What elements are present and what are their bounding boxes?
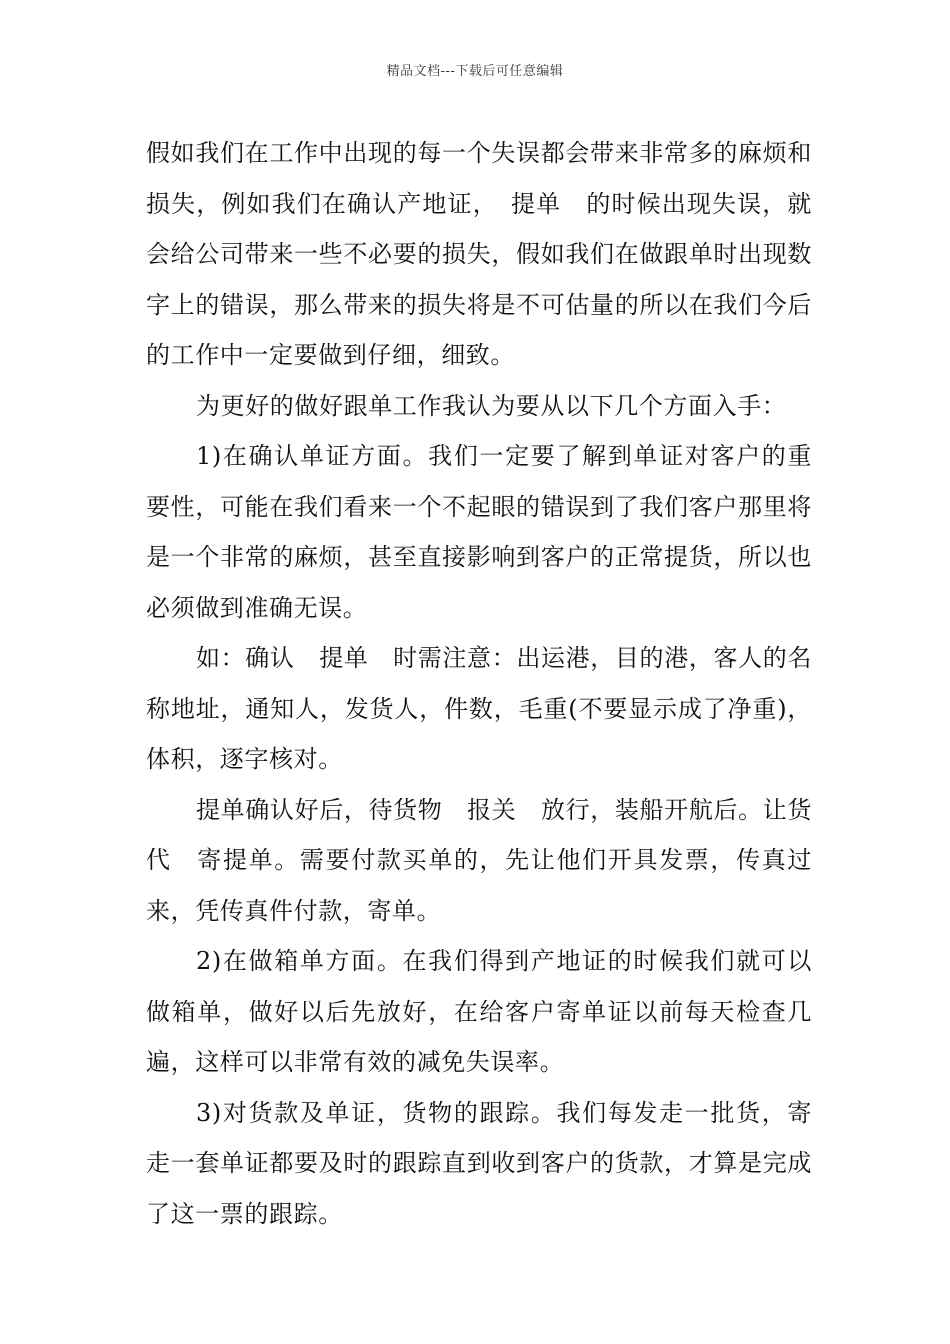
paragraph-5: 提单确认好后，待货物 报关 放行，装船开航后。让货代 寄提单。需要付款买单的，先让他们开具发票，传真过来，凭传真件付款，寄单。 bbox=[146, 795, 812, 925]
paragraph-3: 1)在确认单证方面。我们一定要了解到单证对客户的重要性，可能在我们看来一个不起眼的错误到了我们客户那里将是一个非常的麻烦，甚至直接影响到客户的正常提货，所以也必须做到准确无误。 bbox=[146, 442, 812, 622]
paragraph-2: 为更好的做好跟单工作我认为要从以下几个方面入手： bbox=[196, 391, 787, 420]
paragraph-1: 假如我们在工作中出现的每一个失误都会带来非常多的麻烦和损失，例如我们在确认产地证， 提单 的时候出现失误，就会给公司带来一些不必要的损失，假如我们在做跟单时出现数字上的错误，那么带来的损失将是不可估量的所以在我们今后的工作中一定要做到仔细，细致。 bbox=[146, 139, 812, 369]
paragraph-4: 如：确认 提单 时需注意：出运港，目的港，客人的名称地址，通知人，发货人，件数，毛重(不要显示成了净重)，体积，逐字核对。 bbox=[146, 644, 812, 773]
document-body bbox=[146, 128, 812, 1239]
paragraph-7: 3)对货款及单证，货物的跟踪。我们每发走一批货，寄走一套单证都要及时的跟踪直到收到客户的货款，才算是完成了这一票的跟踪。 bbox=[146, 1098, 812, 1228]
page-header: 精品文档---下载后可任意编辑 bbox=[386, 64, 564, 79]
paragraph-6: 2)在做箱单方面。在我们得到产地证的时候我们就可以做箱单，做好以后先放好，在给客户寄单证以前每天检查几遍，这样可以非常有效的减免失误率。 bbox=[146, 947, 812, 1076]
